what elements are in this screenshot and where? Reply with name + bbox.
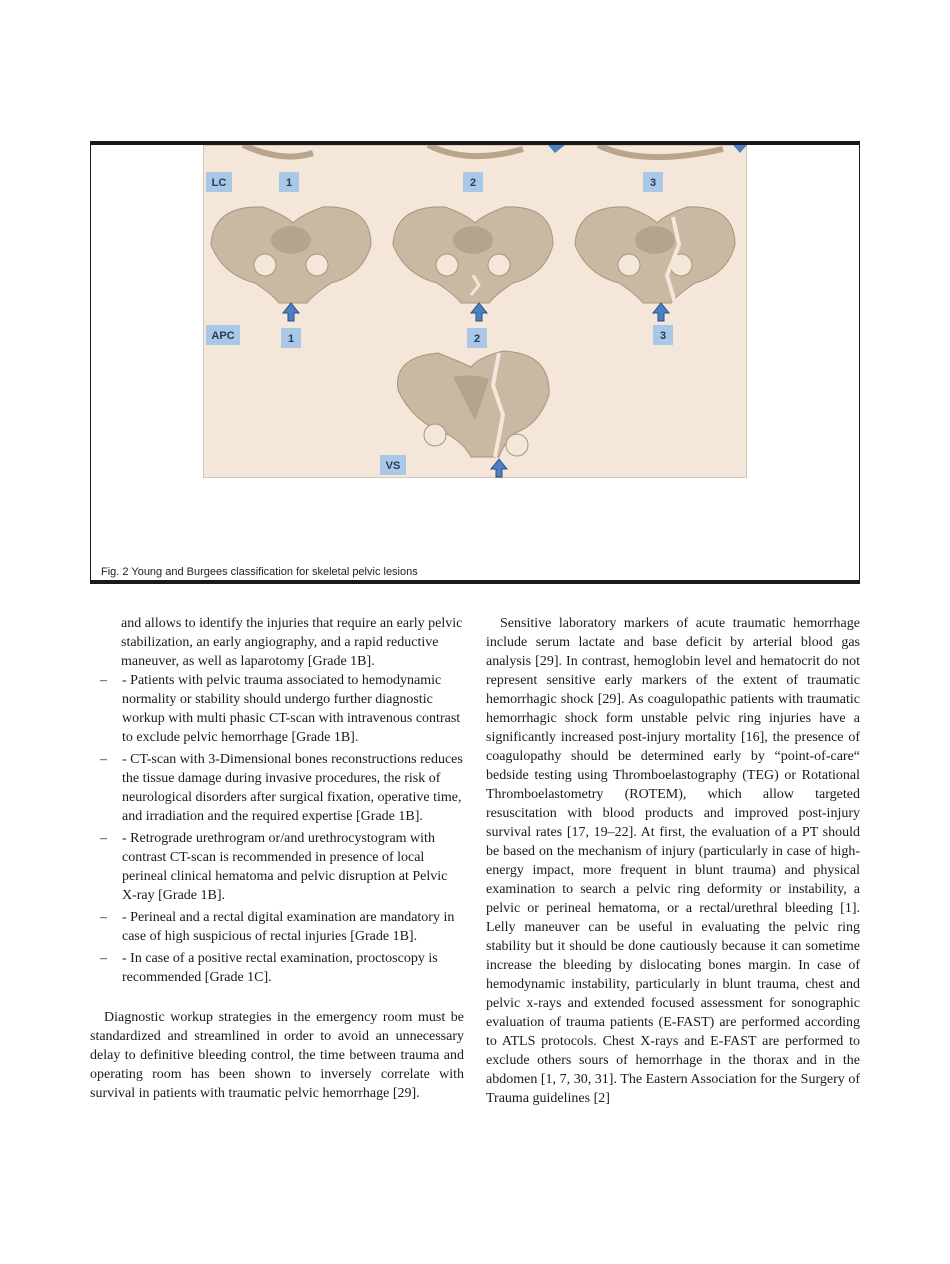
list-item-text: - Perineal and a rectal digital examination are mandatory in case of high suspicious of rectal injuries [Grade 1B].	[122, 910, 455, 944]
continuation-text: and allows to identify the injuries that require an early pelvic stabilization, an early angiography, and a rapid reductive maneuver, as well as laparotomy [Grade 1B].	[121, 616, 463, 669]
body-paragraph: Diagnostic workup strategies in the emergency room must be standardized and streamlined in order to avoid an unnecessary delay to definitive bleeding control, the time between trauma and operating room has been shown to inversely correlate with survival in patients with traumatic pelvic hemorrhage [29].	[90, 1010, 464, 1101]
list-item-text: - Patients with pelvic trauma associated to hemodynamic normality or stability should undergo further diagnostic workup with multi phasic CT-scan with intravenous contrast to exclude pelvic hemorrhage [Grade 1B].	[122, 673, 461, 745]
recommendation-list	[90, 671, 464, 987]
figure-frame	[90, 141, 860, 584]
list-item: – - Retrograde urethrogram or/and urethrocystogram with contrast CT-scan is recommended in presence of local perineal clinical hematoma and pelvic disruption at Pelvic X-ray [Grade 1B].	[100, 831, 448, 903]
apc-label: APC	[211, 330, 235, 342]
right-column	[486, 614, 860, 1108]
list-item: – - Perineal and a rectal digital examination are mandatory in case of high suspicious of rectal injuries [Grade 1B].	[100, 910, 455, 944]
list-item: – - CT-scan with 3-Dimensional bones reconstructions reduces the tissue damage during invasive procedures, the risk of neurological disorders after surgical fixation, operative time, and irradiation and the required expertise [Grade 1B].	[100, 752, 463, 824]
apc-num-1: 1	[287, 333, 295, 345]
list-item: – - In case of a positive rectal examination, proctoscopy is recommended [Grade 1C].	[100, 951, 438, 985]
apc-num-3: 3	[659, 330, 667, 342]
lc-num-2: 2	[469, 177, 477, 189]
lc-num-3: 3	[649, 177, 657, 189]
lc-label: LC	[211, 177, 227, 189]
body-paragraph: Sensitive laboratory markers of acute traumatic hemorrhage include serum lactate and base deficit by arterial blood gas analysis [29]. In contrast, hemoglobin level and hematocrit do not represent sensitive early markers of the extent of traumatic hemorrhagic shock [29]. As coagulopathic patients with traumatic hemorrhagic shock form unstable pelvic ring injuries have a significantly increased post-injury mortality [16], the presence of coagulopathy should be determined early by “point-of-care“ bedside testing using Thromboelastography (TEG) or Rotational Thromboelastometry (ROTEM), which allow targeted resuscitation with blood products and improved post-injury survival rates [17, 19–22]. At first, the evaluation of a PT should be based on the mechanism of injury (particularly in case of high-energy impact, more frequent in blunt trauma) and physical examination to search a pelvic ring deformity or instability, a pelvic or perineal hematoma, or a rectal/urethral bleeding [1]. Lelly maneuver can be useful in evaluating the pelvic ring stability but it should be done cautiously because it can sometime increase the bleeding by dislocating bones margin. In case of hemodynamic instability, particularly in blunt trauma, chest and pelvic x-rays and extended focused assessment for sonographic evaluation of trauma patients (E-FAST) are performed according to ATLS protocols. Chest X-rays and E-FAST are performed to exclude others sours of hemorrhage in the thorax and in the abdomen [1, 7, 30, 31]. The Eastern Association for the Surgery of Trauma guidelines [2]	[486, 616, 860, 1106]
vs-label: VS	[385, 460, 401, 472]
lc-num-1: 1	[285, 177, 293, 189]
figure-caption: Fig. 2 Young and Burgees classification for skeletal pelvic lesions	[101, 566, 418, 578]
list-item-text: - CT-scan with 3-Dimensional bones reconstructions reduces the tissue damage during invasive procedures, the risk of neurological disorders after surgical fixation, operative time, and irradiation and the required expertise [Grade 1B].	[122, 752, 463, 824]
left-column	[90, 614, 464, 1103]
list-item-text: - Retrograde urethrogram or/and urethrocystogram with contrast CT-scan is recommended in presence of local perineal clinical hematoma and pelvic disruption at Pelvic X-ray [Grade 1B].	[122, 831, 448, 903]
list-item: – - Patients with pelvic trauma associated to hemodynamic normality or stability should undergo further diagnostic workup with multi phasic CT-scan with intravenous contrast to exclude pelvic hemorrhage [Grade 1B].	[100, 673, 461, 745]
list-item-text: - In case of a positive rectal examination, proctoscopy is recommended [Grade 1C].	[122, 951, 438, 985]
apc-num-2: 2	[473, 333, 481, 345]
pelvic-classification-illustration	[203, 145, 747, 478]
